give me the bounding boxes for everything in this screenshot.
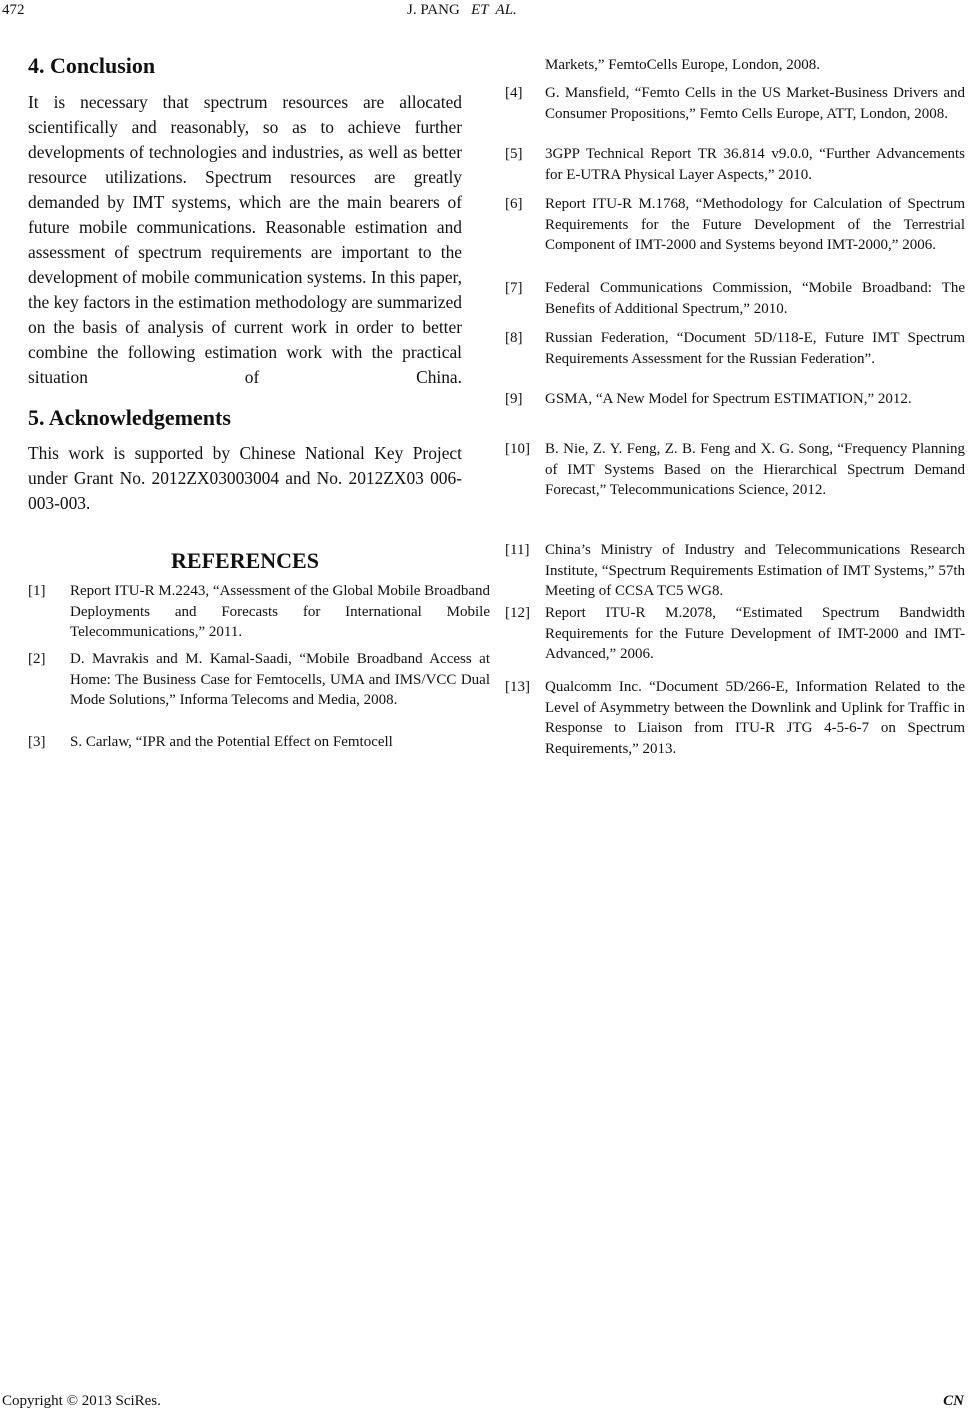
- reference-number: [9]: [505, 391, 523, 407]
- reference-text: D. Mavrakis and M. Kamal-Saadi, “Mobile Broadband Access at Home: The Business Case for Femtocells, UMA and IMS/VCC Dual Mode Solutions,” Informa Telecoms and Media, 2008.: [70, 651, 490, 709]
- reference-number: [1]: [28, 583, 46, 599]
- reference-number: [13]: [505, 679, 530, 695]
- reference-number: [12]: [505, 605, 530, 621]
- reference-3-continuation-text: Markets,” FemtoCells Europe, London, 2008.: [545, 57, 820, 73]
- reference-text: Qualcomm Inc. “Document 5D/266-E, Information Related to the Level of Asymmetry between the Downlink and Uplink for Traffic in Response to Liaison from ITU-R JTG 4-5-6-7 on Spectrum Requirements,” 2013.: [545, 679, 965, 757]
- reference-text: China’s Ministry of Industry and Telecommunications Research Institute, “Spectrum Requirements Estimation of IMT Systems,” 57th Meeting of CCSA TC5 WG8.: [545, 542, 965, 600]
- references-heading: REFERENCES: [171, 548, 319, 573]
- reference-number: [7]: [505, 280, 523, 296]
- reference-text: G. Mansfield, “Femto Cells in the US Market-Business Drivers and Consumer Propositions,” Femto Cells Europe, ATT, London, 2008.: [545, 85, 965, 122]
- reference-text: Federal Communications Commission, “Mobile Broadband: The Benefits of Additional Spectrum,” 2010.: [545, 280, 965, 317]
- reference-text: Report ITU-R M.2078, “Estimated Spectrum Bandwidth Requirements for the Future Development of IMT-2000 and IMT-Advanced,” 2006.: [545, 605, 965, 663]
- reference-number: [10]: [505, 441, 530, 457]
- reference-number: [6]: [505, 196, 523, 212]
- reference-text: B. Nie, Z. Y. Feng, Z. B. Feng and X. G. Song, “Frequency Planning of IMT Systems Based on the Hierarchical Spectrum Demand Forecast,” Telecommunications Science, 2012.: [545, 441, 965, 499]
- page-number: 472: [2, 2, 25, 18]
- reference-number: [8]: [505, 330, 523, 346]
- footer-copyright: Copyright © 2013 SciRes.: [2, 1393, 161, 1409]
- reference-text: GSMA, “A New Model for Spectrum ESTIMATION,” 2012.: [545, 391, 912, 407]
- reference-number: [2]: [28, 651, 46, 667]
- reference-text: Report ITU-R M.2243, “Assessment of the Global Mobile Broadband Deployments and Forecasts for International Mobile Telecommunications,” 2011.: [70, 583, 490, 641]
- reference-number: [11]: [505, 542, 530, 558]
- reference-text: S. Carlaw, “IPR and the Potential Effect on Femtocell: [70, 734, 393, 750]
- reference-number: [5]: [505, 146, 523, 162]
- reference-text: 3GPP Technical Report TR 36.814 v9.0.0, “Further Advancements for E-UTRA Physical Layer Aspects,” 2010.: [545, 146, 965, 183]
- header-authors: J. PANG: [407, 2, 460, 18]
- footer-journal: CN: [943, 1393, 964, 1409]
- conclusion-paragraph: It is necessary that spectrum resources are allocated scientifically and reasonably, so as to achieve further developments of technologies and industries, as well as better resource utilizations. Spectrum resources are greatly demanded by IMT systems, which are the main bearers of future mobile communications. Reasonable estimation and assessment of spectrum requirements are important to the development of mobile communication systems. In this paper, the key factors in the estimation methodology are summarized on the basis of analysis of current work in order to better combine the following estimation work with the practical situation of China.: [28, 92, 462, 387]
- reference-text: Russian Federation, “Document 5D/118-E, Future IMT Spectrum Requirements Assessment for the Russian Federation”.: [545, 330, 965, 367]
- running-header: [407, 2, 517, 19]
- reference-number: [4]: [505, 85, 523, 101]
- reference-number: [3]: [28, 734, 46, 750]
- section-heading-conclusion: 4. Conclusion: [28, 53, 156, 78]
- reference-text: Report ITU-R M.1768, “Methodology for Calculation of Spectrum Requirements for the Future Development of the Terrestrial Component of IMT-2000 and Systems beyond IMT-2000,” 2006.: [545, 196, 965, 254]
- acknowledgements-paragraph: This work is supported by Chinese National Key Project under Grant No. 2012ZX03003004 and No. 2012ZX03 006-003-003.: [28, 443, 462, 513]
- section-heading-acknowledgements: 5. Acknowledgements: [28, 405, 231, 430]
- header-et-al: ET AL.: [471, 2, 517, 18]
